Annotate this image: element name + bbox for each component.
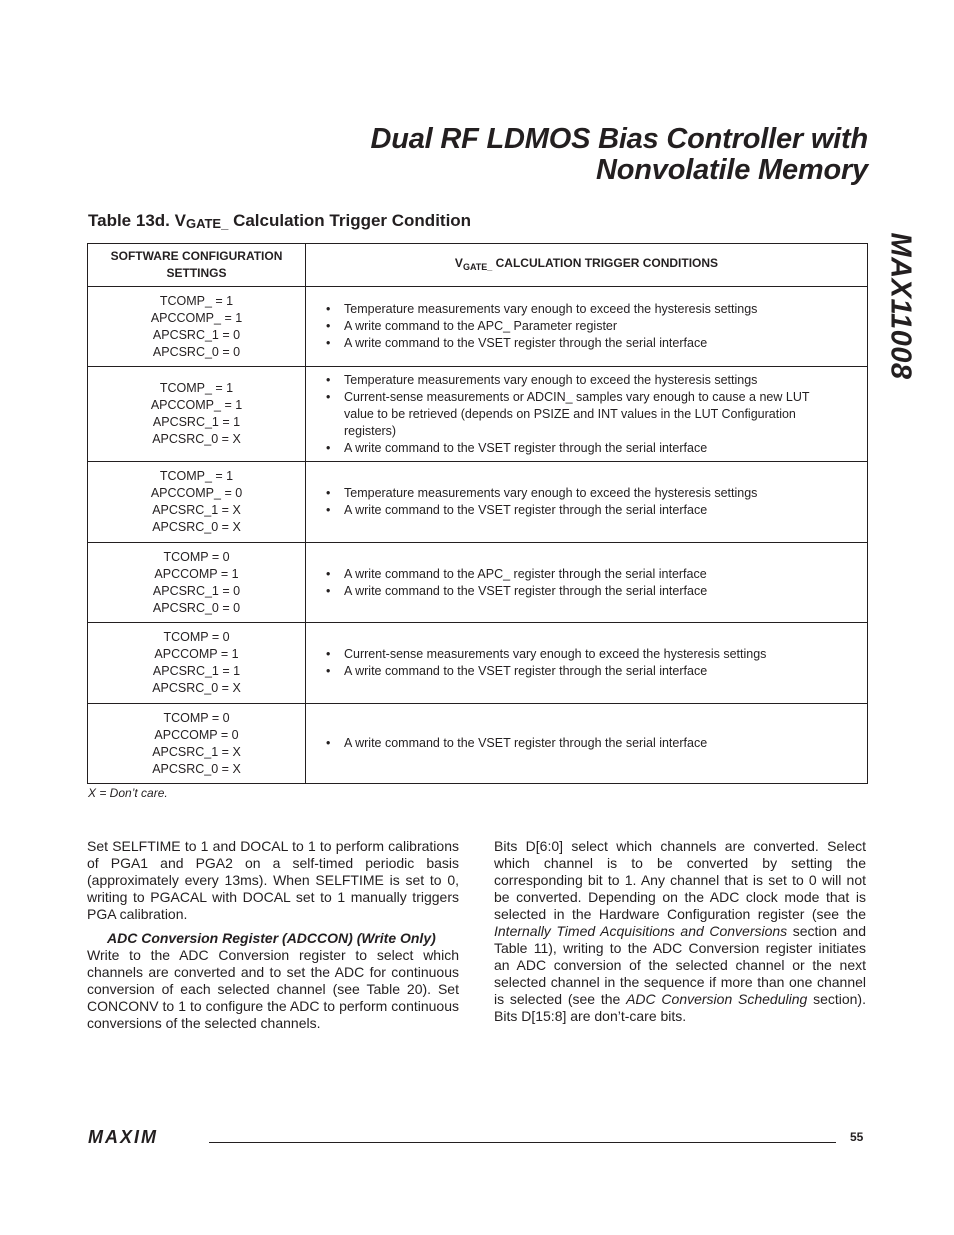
setting-line: APCSRC_1 = 1 (152, 664, 241, 678)
part-number-label: MAX11008 (884, 232, 917, 380)
setting-line: APCSRC_0 = X (152, 432, 241, 446)
side-part-number (884, 216, 916, 396)
page-number: 55 (850, 1130, 864, 1144)
header-trigger-suffix: CALCULATION TRIGGER CONDITIONS (492, 255, 719, 270)
setting-line: APCSRC_0 = X (152, 761, 241, 776)
setting-line: APCSRC_0 = X (152, 520, 241, 534)
table-row (88, 462, 868, 543)
title-line-1: Dual RF LDMOS Bias Controller with (370, 123, 868, 155)
conditions-cell (306, 543, 868, 623)
table-header-row (88, 244, 868, 287)
condition-item: • A write command to the VSET register through the serial interface (344, 735, 841, 752)
setting-line: TCOMP_ = 1 (159, 293, 234, 308)
document-title (371, 124, 869, 186)
settings-cell (88, 704, 306, 784)
setting-line: APCCOMP_ = 1 (150, 310, 243, 325)
setting-line: TCOMP = 0 (163, 630, 230, 644)
conditions-cell (306, 287, 868, 367)
condition-item: • A write command to the VSET register through the serial interface (344, 335, 841, 352)
header-software-config: SOFTWARE CONFIGURATION SETTINGS (88, 244, 306, 287)
condition-item: • Temperature measurements vary enough to exceed the hysteresis settings (344, 301, 841, 318)
header-trigger-subscript: GATE_ (462, 261, 493, 272)
header-trigger-prefix: V (454, 255, 463, 270)
settings-cell (88, 462, 306, 543)
paragraph-adccon-text: Write to the ADC Conversion register to select which channels are converted and to set the ADC for continuous conversion of each selected channel (see Table 20). Set CONCONV to 1 to configure the ADC to perform continuous conversions of the selected channels. (87, 947, 459, 1031)
settings-cell (88, 287, 306, 367)
section-reference: ADC Conversion Scheduling (626, 991, 808, 1007)
conditions-list (306, 566, 867, 600)
conditions-cell (306, 623, 868, 704)
setting-line: TCOMP_ = 1 (159, 469, 234, 483)
table-caption-subscript: GATE_ (185, 216, 229, 231)
text-run: section and Table 11), writing to the ADC Conversion register initiates an ADC conversion of the selected channel or the next selected channel in the sequence if more than one channel is selected (see the (494, 923, 867, 1007)
footer-rule (209, 1142, 836, 1143)
condition-item: • Temperature measurements vary enough to exceed the hysteresis settings (344, 485, 841, 502)
title-line-2: Nonvolatile Memory (596, 154, 868, 186)
setting-line: APCCOMP_ = 0 (150, 486, 243, 500)
body-column-right (494, 838, 866, 1032)
condition-item: • A write command to the VSET register through the serial interface (344, 440, 841, 457)
header-trigger-conditions (306, 244, 868, 287)
conditions-cell (306, 462, 868, 543)
setting-line: APCSRC_1 = 1 (152, 415, 241, 429)
conditions-list (306, 735, 867, 752)
section-heading-adccon: ADC Conversion Register (ADCCON) (Write Only) (107, 930, 436, 946)
setting-line: APCSRC_1 = X (152, 744, 241, 759)
setting-line: APCCOMP = 1 (154, 566, 239, 581)
setting-line: APCSRC_1 = 0 (152, 327, 241, 342)
setting-line: TCOMP = 0 (163, 710, 230, 725)
settings-cell (88, 623, 306, 704)
settings-cell (88, 543, 306, 623)
condition-item: • A write command to the VSET register through the serial interface (344, 663, 841, 680)
table-row (88, 367, 868, 462)
setting-line: APCCOMP_ = 1 (150, 398, 243, 412)
conditions-list (306, 485, 867, 519)
condition-item: • Temperature measurements vary enough to exceed the hysteresis settings (344, 372, 841, 389)
setting-line: TCOMP = 0 (163, 549, 230, 564)
table-caption-suffix: Calculation Trigger Condition (228, 211, 472, 230)
condition-item: • A write command to the APC_ Parameter register (344, 318, 841, 335)
setting-line: APCSRC_0 = 0 (152, 600, 241, 615)
setting-line: APCSRC_0 = 0 (152, 344, 241, 359)
setting-line: APCCOMP = 0 (154, 727, 239, 742)
setting-line: TCOMP_ = 1 (159, 381, 234, 395)
condition-item: • A write command to the VSET register through the serial interface (344, 502, 841, 519)
table-row (88, 623, 868, 704)
table-row (88, 704, 868, 784)
conditions-cell (306, 704, 868, 784)
table-caption (88, 211, 471, 231)
table-caption-prefix: Table 13d. V (88, 211, 186, 230)
conditions-list (306, 372, 867, 457)
condition-item: • Current-sense measurements vary enough to exceed the hysteresis settings (344, 646, 841, 663)
setting-line: APCSRC_1 = 0 (152, 583, 241, 598)
settings-cell (88, 367, 306, 462)
paragraph-channel-bits (494, 838, 866, 1025)
trigger-condition-table (87, 243, 868, 784)
conditions-list (306, 301, 867, 352)
logo-wordmark: MAXIM (88, 1129, 158, 1145)
setting-line: APCCOMP = 1 (154, 647, 239, 661)
conditions-list (306, 646, 867, 680)
setting-line: APCSRC_0 = X (152, 681, 241, 695)
setting-line: APCSRC_1 = X (152, 503, 241, 517)
paragraph-adccon (87, 930, 459, 1032)
table-footnote: X = Don’t care. (88, 786, 168, 800)
paragraph-selftime: Set SELFTIME to 1 and DOCAL to 1 to perform calibrations of PGA1 and PGA2 on a self-timed periodic basis (approximately every 13ms). When SELFTIME is set to 0, writing to PGACAL with DOCAL set to 1 manually triggers PGA calibration. (87, 838, 459, 922)
text-run: section). Bits D[15:8] are don’t-care bits. (494, 991, 866, 1024)
section-reference: Internally Timed Acquisitions and Conversions (494, 923, 788, 939)
maxim-logo (88, 1129, 200, 1145)
condition-item: • Current-sense measurements or ADCIN_ samples vary enough to cause a new LUT value to be retrieved (depends on PSIZE and INT values in the LUT Configuration registers) (344, 389, 841, 440)
text-run: Bits D[6:0] select which channels are converted. Select which channel is to be converted by setting the corresponding bit to 1. Any channel that is set to 0 will not be converted. Depending on the ADC clock mode that is selected in the Hardware Configuration register (see the (494, 838, 866, 922)
conditions-cell (306, 367, 868, 462)
condition-item: • A write command to the APC_ register through the serial interface (344, 566, 841, 583)
condition-item: • A write command to the VSET register through the serial interface (344, 583, 841, 600)
body-column-left (87, 838, 459, 1039)
table-row (88, 287, 868, 367)
table-row (88, 543, 868, 623)
